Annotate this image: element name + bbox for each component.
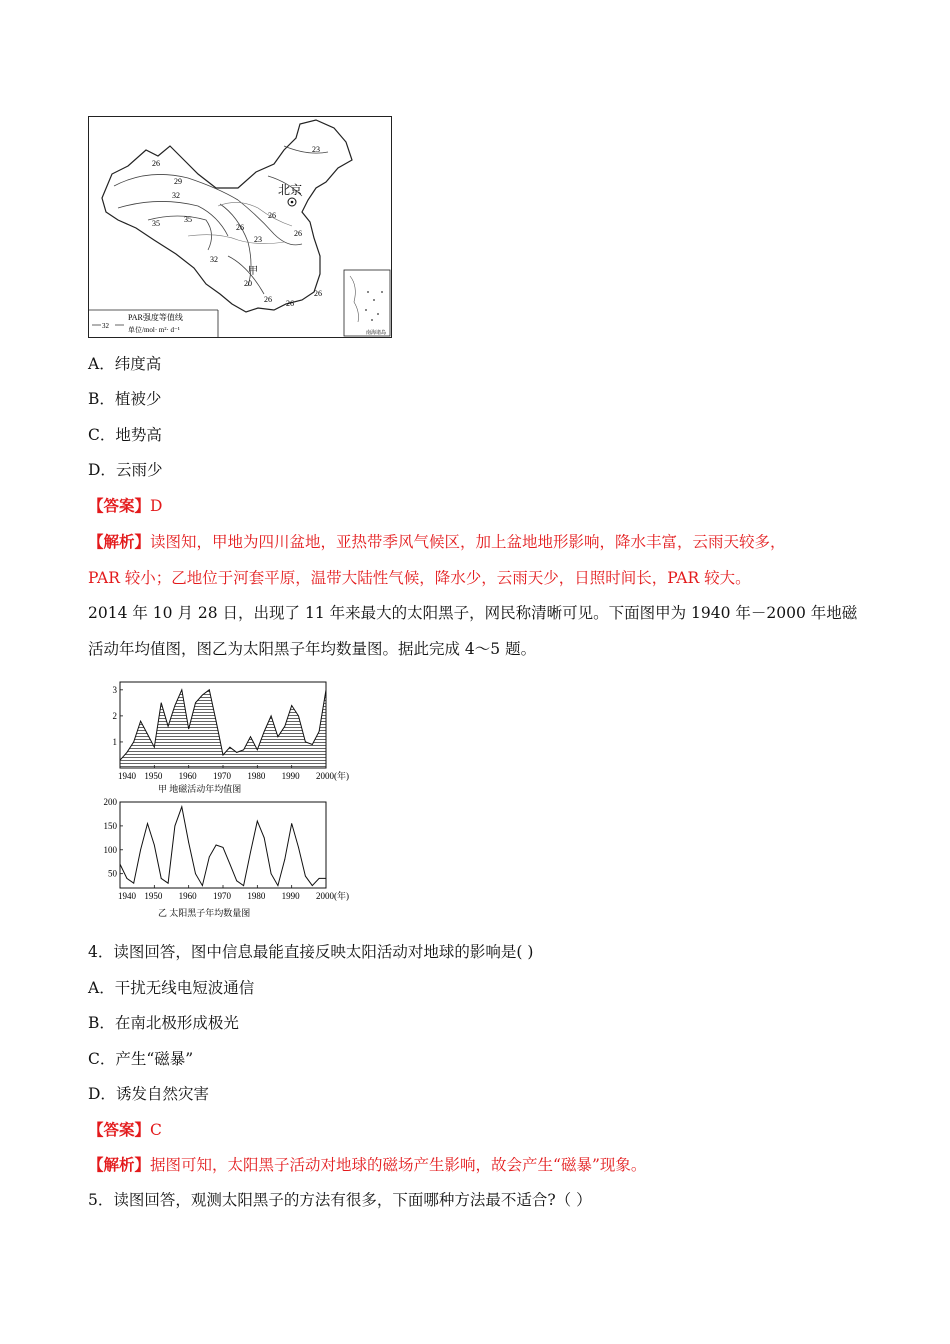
data-point: [278, 885, 279, 886]
data-point: [312, 744, 313, 745]
data-point: [319, 731, 320, 732]
data-point: [175, 825, 176, 826]
data-point: [154, 747, 155, 748]
x-tick-label: 1940: [118, 771, 136, 781]
y-tick-label: 100: [103, 844, 117, 855]
par-map-figure: [88, 116, 392, 338]
legend-title: PAR强度等值线: [128, 313, 183, 322]
x-tick-label: 1990: [281, 771, 300, 781]
contour-label: 29: [174, 177, 182, 186]
data-point: [195, 873, 196, 874]
data-point: [250, 852, 251, 853]
data-point: [326, 878, 327, 879]
data-point: [216, 721, 217, 722]
y-tick-label: 2: [112, 710, 117, 721]
contour-label: 26: [286, 299, 294, 308]
x-tick-label: 1980: [247, 891, 266, 901]
data-point: [250, 736, 251, 737]
data-point: [284, 726, 285, 727]
q3-option-b: B．植被少: [88, 390, 162, 408]
data-point: [209, 689, 210, 690]
data-point: [305, 742, 306, 743]
data-point: [202, 695, 203, 696]
geomagnetic-chart-figure: [108, 678, 360, 796]
contour-label: 26: [264, 295, 272, 304]
y-tick-label: 3: [112, 684, 117, 695]
data-point: [229, 747, 230, 748]
data-point: [120, 760, 121, 761]
data-point: [168, 726, 169, 727]
q3-option-c: C．地势高: [88, 426, 162, 444]
data-point: [133, 883, 134, 884]
data-point: [236, 752, 237, 753]
q3-option-a: A．纬度高: [88, 355, 162, 373]
data-point: [257, 821, 258, 822]
data-point: [126, 752, 127, 753]
data-point: [264, 731, 265, 732]
data-point: [278, 736, 279, 737]
data-point: [175, 705, 176, 706]
data-point: [181, 689, 182, 690]
x-tick-label: 1940: [118, 891, 136, 901]
data-point: [209, 857, 210, 858]
contour-label: 32: [210, 255, 218, 264]
data-point: [126, 878, 127, 879]
data-point: [284, 859, 285, 860]
data-point: [271, 715, 272, 716]
contour-label: 26: [268, 211, 276, 220]
series-line: [120, 807, 326, 886]
q4-option-d: D．诱发自然灾害: [88, 1085, 209, 1103]
x-tick-label: 1950: [144, 891, 163, 901]
y-tick-label: 200: [103, 797, 117, 807]
q4-option-b: B．在南北极形成极光: [88, 1014, 239, 1032]
data-point: [291, 823, 292, 824]
inset-label: 南海诸岛: [366, 331, 387, 336]
data-point: [326, 689, 327, 690]
contour-label: 35: [152, 219, 160, 228]
data-point: [298, 715, 299, 716]
contour-label: 23: [312, 145, 320, 154]
legend-line-value: 32: [102, 322, 109, 330]
intro-line2: 活动年均值图，图乙为太阳黑子年均数量图。据此完成 4～5 题。: [88, 640, 537, 658]
data-point: [257, 749, 258, 750]
jia-label: 甲: [248, 266, 258, 277]
data-point: [147, 734, 148, 735]
data-point: [223, 847, 224, 848]
chart-title: 甲 地磁活动年均值图: [158, 784, 242, 794]
data-point: [147, 823, 148, 824]
data-point: [229, 864, 230, 865]
data-point: [154, 845, 155, 846]
legend-unit: 单位/mol· m²· d⁻¹: [128, 326, 180, 334]
x-tick-label: 2000(年): [316, 891, 349, 901]
south-china-sea-inset: [344, 270, 390, 336]
x-tick-label: 1990: [281, 891, 300, 901]
q4-option-a: A．干扰无线电短波通信: [88, 979, 255, 997]
sunspot-number-chart: [103, 796, 360, 920]
data-point: [120, 864, 121, 865]
data-point: [140, 721, 141, 722]
data-point: [243, 885, 244, 886]
q4-option-c: C．产生“磁暴”: [88, 1050, 194, 1068]
x-tick-label: 1980: [247, 771, 266, 781]
x-tick-label: 1970: [213, 771, 231, 781]
plot-frame: [120, 802, 326, 888]
intro-line1: 2014 年 10 月 28 日，出现了 11 年来最大的太阳黑子，网民称清晰可见。下面图甲为 1940 年－2000 年地磁: [88, 604, 858, 622]
contour-label: 26: [236, 223, 244, 232]
data-point: [181, 806, 182, 807]
contour-label: 20: [244, 279, 252, 288]
china-par-map: [88, 116, 392, 338]
x-tick-label: 2000(年): [316, 771, 349, 781]
q3-analysis-line2: PAR 较小；乙地位于河套平原，温带大陆性气候，降水少，云雨天少，日照时间长，PAR 较大。: [88, 569, 751, 587]
y-tick-label: 150: [103, 820, 117, 831]
data-point: [202, 885, 203, 886]
data-point: [223, 755, 224, 756]
q5-question: 5．读图回答，观测太阳黑子的方法有很多，下面哪种方法最不适合?（ ）: [88, 1191, 592, 1209]
q3-answer: 【答案】D: [88, 496, 163, 515]
data-point: [161, 878, 162, 879]
sunspot-chart-figure: [103, 796, 360, 920]
data-point: [236, 880, 237, 881]
y-tick-label: 1: [112, 736, 117, 747]
data-point: [168, 883, 169, 884]
data-point: [216, 845, 217, 846]
q3-option-d: D．云雨少: [88, 461, 163, 479]
data-point: [312, 885, 313, 886]
contour-label: 26: [314, 289, 322, 298]
y-tick-label: 50: [108, 868, 117, 879]
data-point: [133, 742, 134, 743]
contour-label: 26: [152, 159, 160, 168]
q3-analysis-line1: 【解析】读图知，甲地为四川盆地，亚热带季风气候区，加上盆地地形影响，降水丰富，云雨天较多，: [88, 532, 786, 551]
contour-label: 23: [254, 235, 262, 244]
x-tick-label: 1960: [178, 891, 197, 901]
contour-label: 35: [184, 215, 192, 224]
area-fill: [120, 690, 326, 768]
q4-answer: 【答案】C: [88, 1120, 162, 1139]
data-point: [319, 878, 320, 879]
data-point: [264, 837, 265, 838]
q4-question: 4．读图回答，图中信息最能直接反映太阳活动对地球的影响是( ): [88, 943, 534, 961]
data-point: [298, 847, 299, 848]
data-point: [291, 705, 292, 706]
geomagnetic-activity-chart: [108, 678, 360, 796]
beijing-marker-dot: [291, 201, 294, 204]
data-point: [271, 873, 272, 874]
x-tick-label: 1970: [213, 891, 231, 901]
contour-label: 32: [172, 191, 180, 200]
x-tick-label: 1960: [178, 771, 197, 781]
contour-label: 26: [294, 229, 302, 238]
data-point: [195, 702, 196, 703]
data-point: [188, 842, 189, 843]
data-point: [161, 702, 162, 703]
data-point: [188, 729, 189, 730]
chart-title: 乙 太阳黑子年均数量图: [158, 908, 251, 918]
data-point: [243, 749, 244, 750]
data-point: [305, 876, 306, 877]
data-point: [140, 849, 141, 850]
q4-analysis: 【解析】据图可知，太阳黑子活动对地球的磁场产生影响，故会产生“磁暴”现象。: [88, 1155, 647, 1174]
beijing-label: 北京: [278, 183, 303, 197]
x-tick-label: 1950: [144, 771, 163, 781]
